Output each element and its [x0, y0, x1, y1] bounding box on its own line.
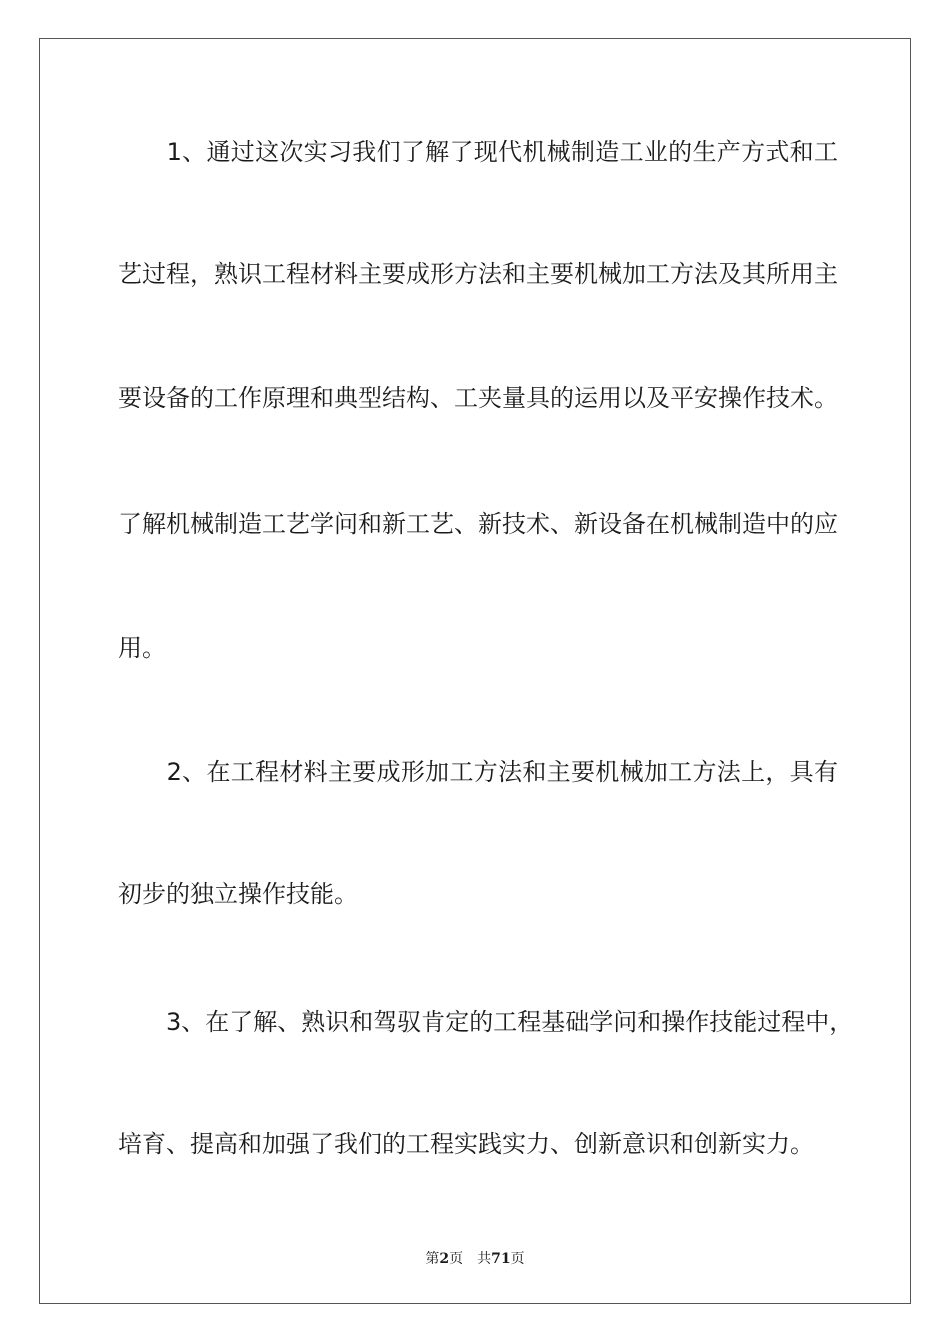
page-border: [39, 38, 911, 1304]
paragraph-3-line-1: 3、在了解、熟识和驾驭肯定的工程基础学问和操作技能过程中，: [118, 1008, 854, 1036]
footer-page-number: 2: [439, 1251, 450, 1267]
footer-suffix: 页: [510, 1251, 525, 1267]
paragraph-2-line-2: 初步的独立操作技能。: [118, 880, 358, 908]
paragraph-1-line-1: 1、通过这次实习我们了解了现代机械制造工业的生产方式和工: [118, 138, 838, 166]
paragraph-1-line-5: 用。: [118, 634, 166, 662]
paragraph-1-line-4: 了解机械制造工艺学问和新工艺、新技术、新设备在机械制造中的应: [118, 510, 838, 538]
paragraph-1-line-3: 要设备的工作原理和典型结构、工夹量具的运用以及平安操作技术。: [118, 384, 838, 412]
paragraph-1-line-2: 艺过程，熟识工程材料主要成形方法和主要机械加工方法及其所用主: [118, 260, 838, 288]
footer-total-pages: 71: [491, 1251, 511, 1267]
paragraph-2-line-1: 2、在工程材料主要成形加工方法和主要机械加工方法上，具有: [118, 758, 838, 786]
paragraph-3-line-2: 培育、提高和加强了我们的工程实践实力、创新意识和创新实力。: [118, 1130, 814, 1158]
footer-prefix: 第: [425, 1251, 440, 1267]
page-footer: [0, 1248, 950, 1268]
footer-middle: 页 共: [449, 1251, 492, 1267]
